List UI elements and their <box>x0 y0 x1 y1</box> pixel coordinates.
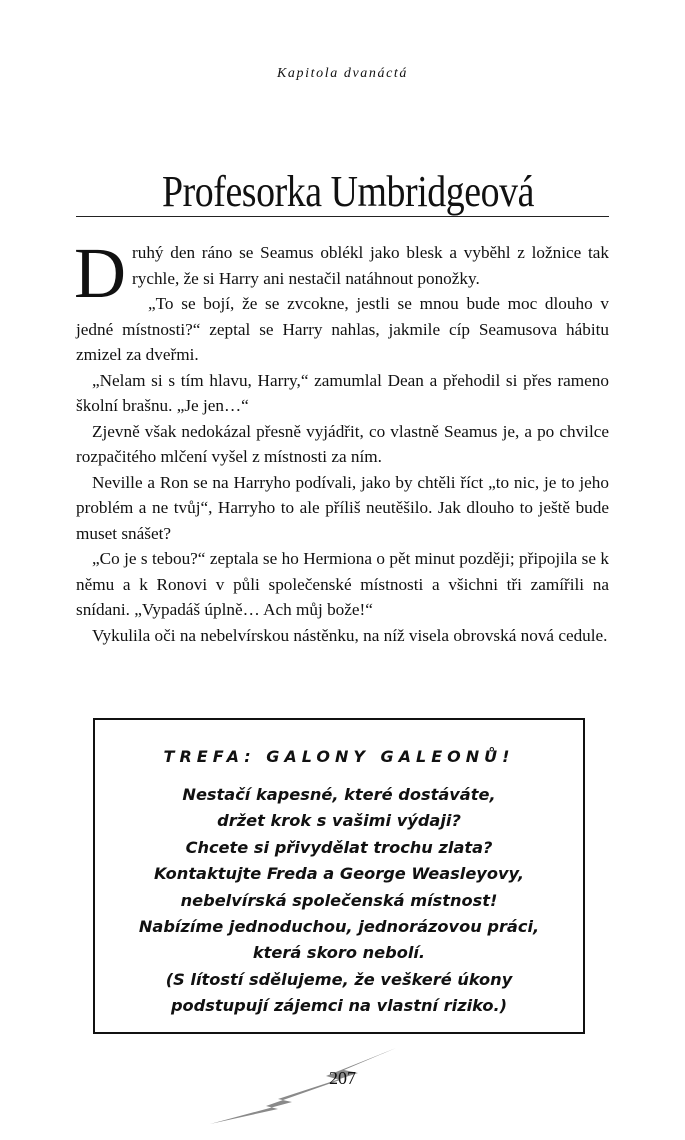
paragraph-7: Vykulila oči na nebelvírskou nástěnku, na níž visela obrovská nová cedule. <box>92 625 608 645</box>
notice-line: (S lítostí sdělujeme, že veškeré úkony <box>165 969 513 989</box>
notice-line: Chcete si přivydělat trochu zlata? <box>185 837 493 857</box>
notice-box <box>93 718 585 1034</box>
paragraph-5: Neville a Ron se na Harryho podívali, jako by chtěli říct „to nic, je to jeho problém a ne tvůj“, Harryho to ale příliš neutěšilo. Jak dlouho to ještě bude muset snášet? <box>76 472 609 543</box>
paragraph-6: „Co je s tebou?“ zeptala se ho Hermiona o pět minut později; připojila se k němu a k Ronovi v půli společenské místnosti a všichni tři zamířili na snídani. „Vypadáš úplně… Ach můj bože!“ <box>76 549 609 619</box>
title-rule <box>76 216 609 217</box>
notice-line: Nestačí kapesné, které dostáváte, <box>182 785 496 804</box>
paragraph-1-text: ruhý den ráno se Seamus oblékl jako blesk a vyběhl z ložnice tak rychle, že si Harry ani nestačil natáhnout ponožky. <box>132 243 609 288</box>
paragraph-1 <box>74 233 609 313</box>
notice-line: která skoro nebolí. <box>252 943 426 963</box>
page-number: 207 <box>329 1068 356 1088</box>
notice-line: podstupují zájemci na vlastní riziko.) <box>170 996 508 1016</box>
paragraph-3: „Nelam si s tím hlavu, Harry,“ zamumlal Dean a přehodil si přes rameno školní brašnu. „Je jen…“ <box>76 370 609 415</box>
paragraph-2: „To se bojí, že se zvcokne, jestli se mnou bude moc dlouho v jedné místnosti?“ zeptal se Harry nahlas, jakmile cíp Seamusova hábitu zmizel za dveřmi. <box>76 294 609 364</box>
chapter-title: Profesorka Umbridgeová <box>161 167 534 216</box>
body-text <box>74 233 609 648</box>
notice-body <box>95 782 583 1020</box>
paragraph-4: Zjevně však nedokázal přesně vyjádřit, co vlastně Seamus je, a po chvilce rozpačitého mlčení vyšel z místnosti za ním. <box>76 421 609 466</box>
notice-heading: TREFA: GALONY GALEONŮ! <box>163 747 515 766</box>
notice-line: Kontaktujte Freda a George Weasleyovy, <box>154 864 524 884</box>
drop-cap: D <box>74 233 126 313</box>
notice-line: nebelvírská společenská místnost! <box>180 890 498 910</box>
notice-line: Nabízíme jednoduchou, jednorázovou práci, <box>138 917 540 937</box>
running-head: Kapitola dvanáctá <box>276 66 409 81</box>
notice-line: držet krok s vašimi výdaji? <box>217 811 461 831</box>
